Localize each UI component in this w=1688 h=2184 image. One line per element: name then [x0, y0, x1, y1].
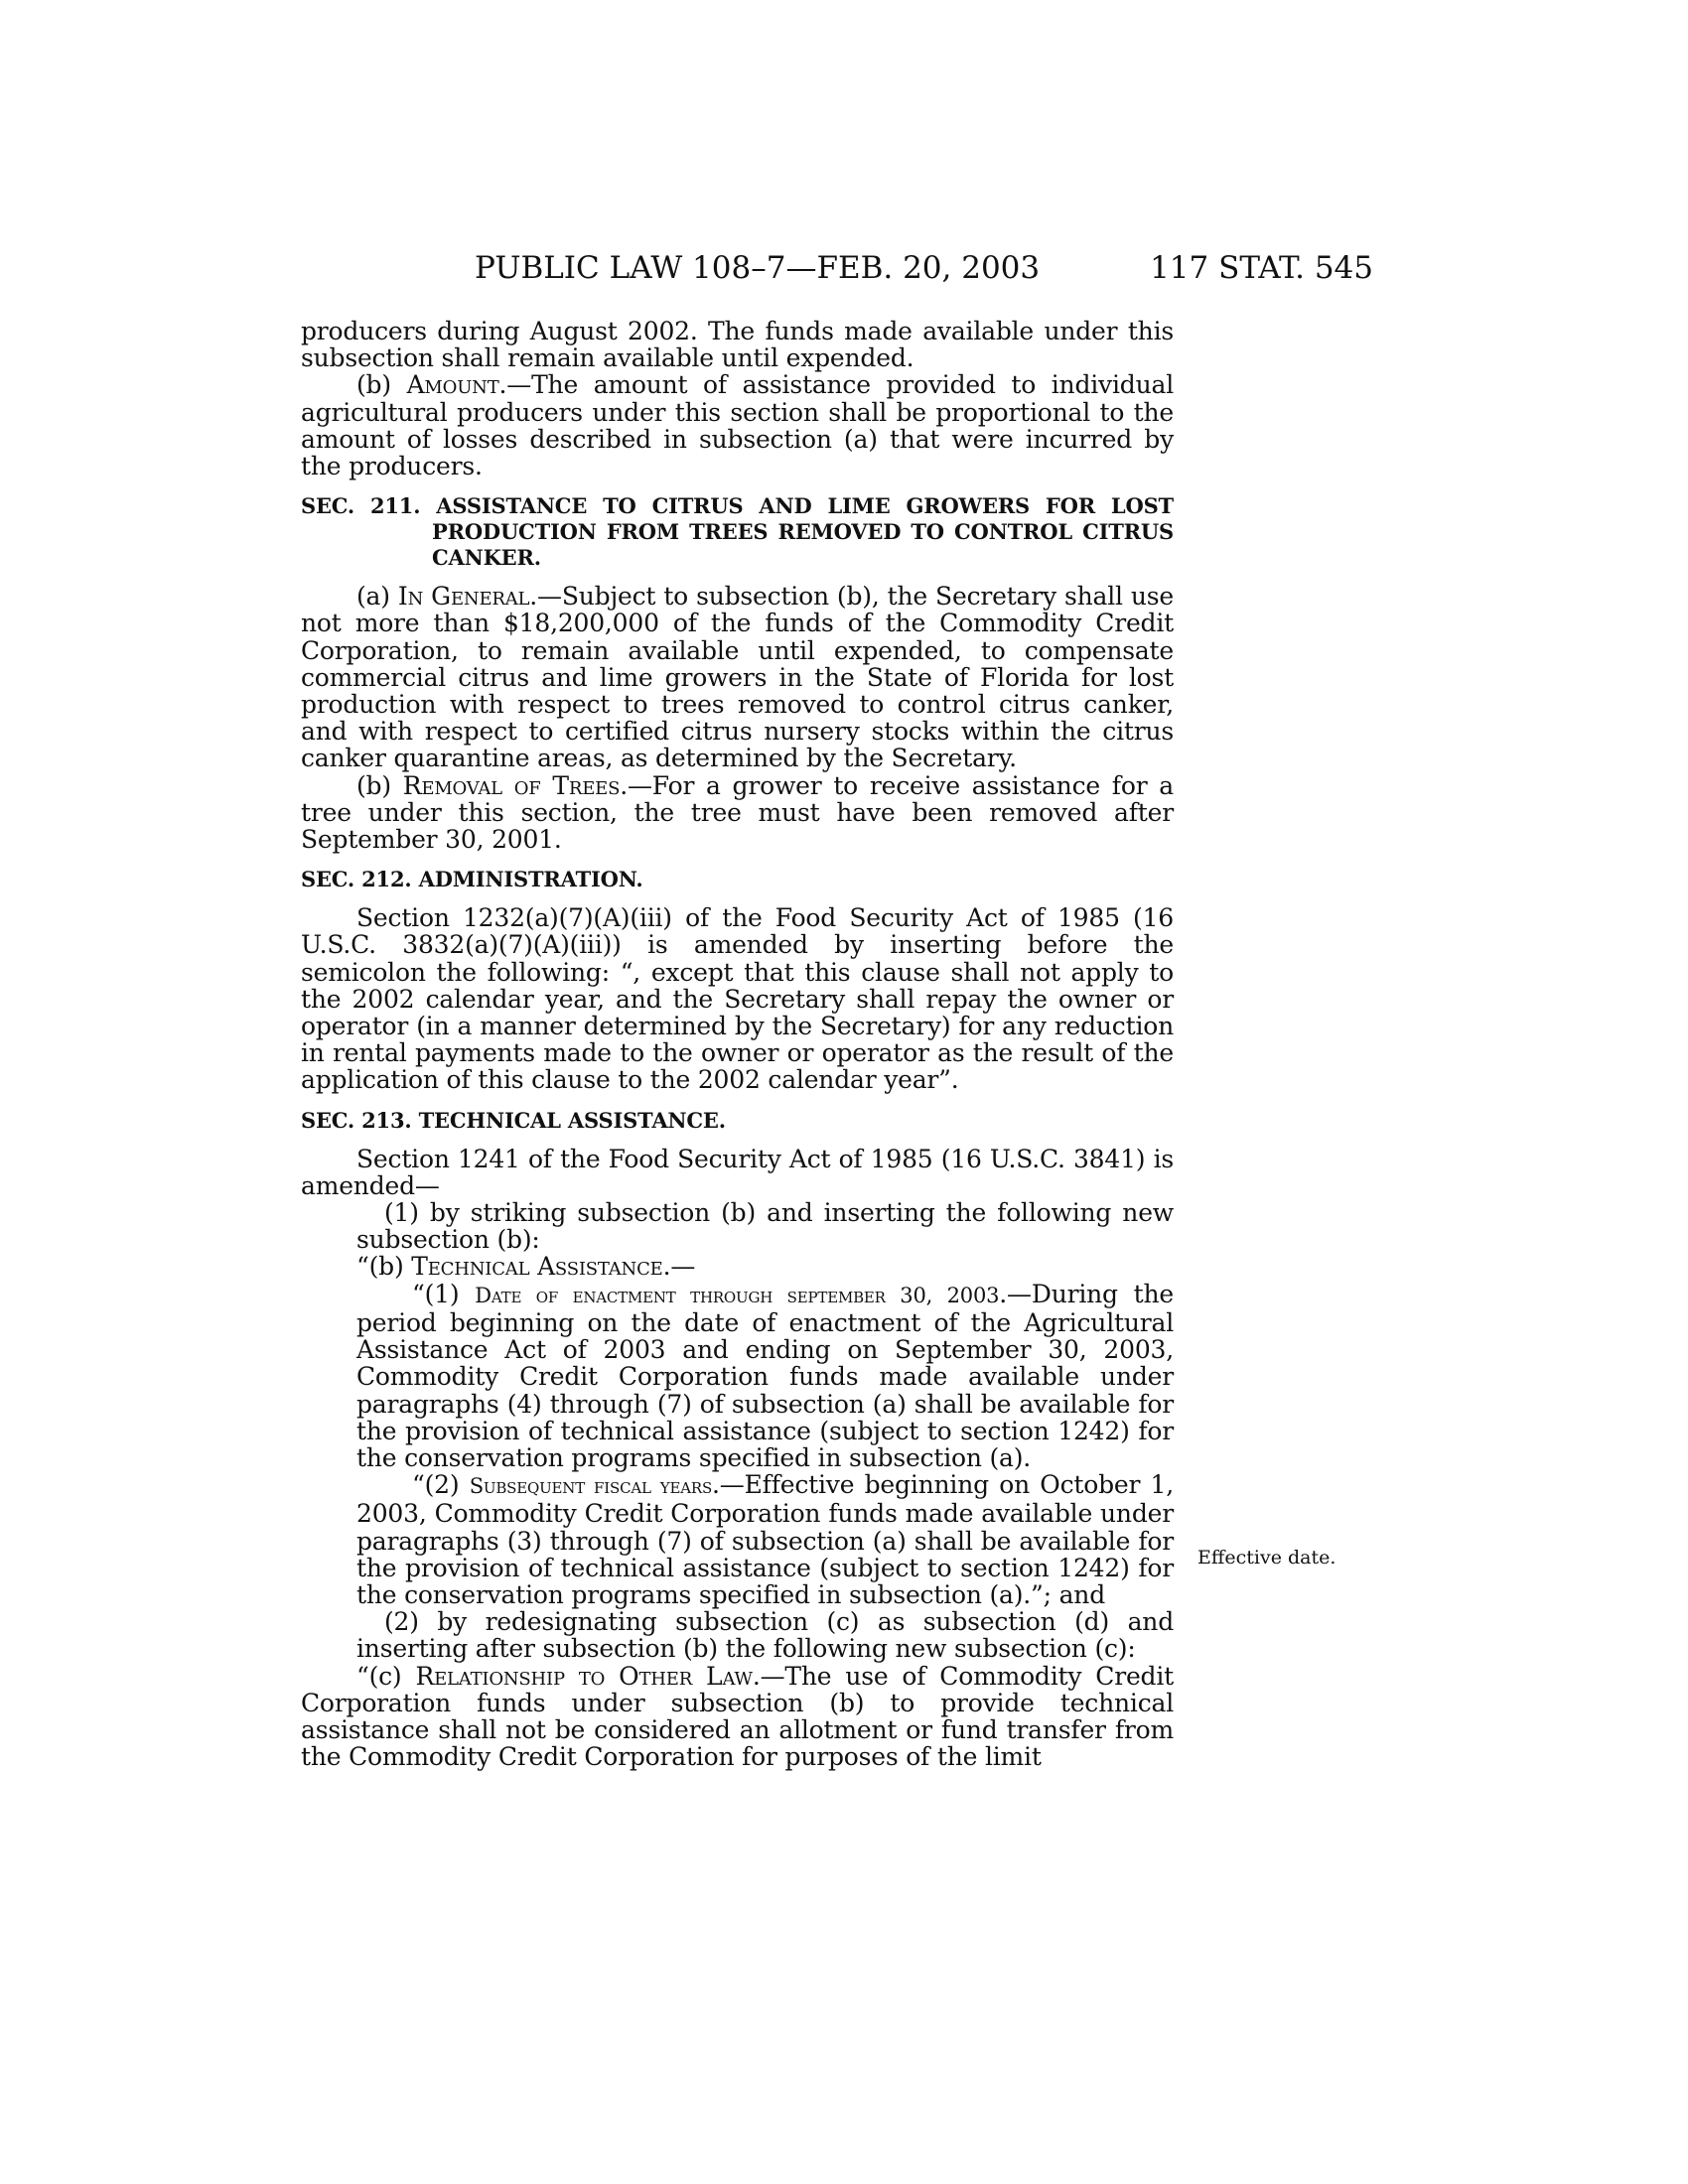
- section-213-item-2: (2) by redesignating subsection (c) as subsection (d) and inserting after subsection (b) the following new subsection (c):: [356, 1607, 1174, 1664]
- section-212-heading: SEC. 212. ADMINISTRATION.: [301, 867, 643, 892]
- margin-note-effective-date: Effective date.: [1197, 1547, 1336, 1569]
- paragraph-heading: Subsequent fiscal years: [469, 1474, 713, 1499]
- quoted-paragraph-2: [301, 1471, 1174, 1608]
- running-head: [475, 250, 1373, 290]
- paragraph-label: “(2): [412, 1470, 470, 1500]
- quoted-subsection-b-heading: [301, 1253, 1174, 1280]
- section-211-subsection-a: [301, 583, 1174, 771]
- subsection-label: “(c): [356, 1661, 416, 1691]
- paragraph-heading: Date of enactment through september 30, 2003: [475, 1283, 1000, 1307]
- subsection-heading: In General: [397, 582, 530, 612]
- section-213-heading: SEC. 213. TECHNICAL ASSISTANCE.: [301, 1107, 726, 1133]
- section-213-item-1: (1) by striking subsection (b) and inserting the following new subsection (b):: [356, 1198, 1174, 1255]
- section-211-subsection-b: [301, 772, 1174, 854]
- subsection-b-amount: [301, 371, 1174, 479]
- paragraph-label: “(1): [412, 1279, 476, 1308]
- subsection-text: .—The use of Commodity Credit Corporation funds under subsection (b) to provide technical assistance shall not be considered an allotment or fund transfer from the Commodity Credit Corporation for purposes of the limit: [301, 1661, 1174, 1772]
- quoted-subsection-c: [301, 1663, 1174, 1771]
- quoted-paragraph-1: [301, 1281, 1174, 1471]
- body-text: [301, 318, 1174, 1770]
- subsection-label: (b): [356, 370, 407, 400]
- subsection-label: (a): [356, 582, 398, 612]
- subsection-heading: Technical Assistance: [411, 1252, 663, 1282]
- paragraph-continued: producers during August 2002. The funds made available under this subsection shall remain available until expended.: [301, 317, 1174, 373]
- subsection-text: .—The amount of assistance provided to individual agricultural producers under this section shall be proportional to the amount of losses described in subsection (a) that were incurred by the producers.: [301, 370, 1174, 481]
- paragraph-text: .—During the period beginning on the date of enactment of the Agricultural Assistance Act of 2003 and ending on September 30, 2003, Commodity Credit Corporation funds made available under paragraphs (4) through (7) of subsection (a) shall be available for the provision of technical assistance (subject to section 1242) for the conservation programs specified in subsection (a).: [356, 1279, 1174, 1472]
- section-212-text: Section 1232(a)(7)(A)(iii) of the Food Security Act of 1985 (16 U.S.C. 3832(a)(7)(A)(iii)) is amended by inserting before the semicolon the following: “, except that this clause shall not apply to the 2002 calendar year, and the Secretary shall repay the owner or operator (in a manner determined by the Secretary) for any reduction in rental payments made to the owner or operator as the result of the application of this clause to the 2002 calendar year”.: [301, 903, 1174, 1095]
- section-211-heading: SEC. 211. ASSISTANCE TO CITRUS AND LIME GROWERS FOR LOST PRODUCTION FROM TREES REMOVED TO CONTROL CITRUS CANKER.: [301, 493, 1174, 571]
- subsection-label: (b): [356, 770, 403, 800]
- subsection-heading: Amount: [406, 370, 499, 400]
- subsection-text: .—For a grower to receive assistance for a tree under this section, the tree must have been removed after September 30, 2001.: [301, 770, 1174, 855]
- subsection-dash: .—: [662, 1252, 696, 1282]
- subsection-text: .—Subject to subsection (b), the Secretary shall use not more than $18,200,000 of the funds of the Commodity Credit Corporation, to remain available until expended, to compensate commercial citrus and lime growers in the State of Florida for lost production with respect to trees removed to control citrus canker, and with respect to certified citrus nursery stocks within the citrus canker quarantine areas, as determined by the Secretary.: [301, 582, 1175, 773]
- section-213-intro: Section 1241 of the Food Security Act of 1985 (16 U.S.C. 3841) is amended—: [301, 1144, 1174, 1200]
- public-law-citation: PUBLIC LAW 108–7—FEB. 20, 2003: [475, 250, 1041, 286]
- paragraph-text: .—Effective beginning on October 1, 2003, Commodity Credit Corporation funds made available under paragraphs (3) through (7) of subsection (a) shall be available for the provision of technical assistance (subject to section 1242) for the conservation programs specified in subsection (a).”; and: [356, 1470, 1175, 1609]
- subsection-label: “(b): [356, 1252, 412, 1282]
- statutes-page-number: 117 STAT. 545: [1150, 250, 1373, 286]
- subsection-heading: Removal of Trees: [402, 770, 621, 800]
- subsection-heading: Relationship to Other Law: [415, 1661, 753, 1691]
